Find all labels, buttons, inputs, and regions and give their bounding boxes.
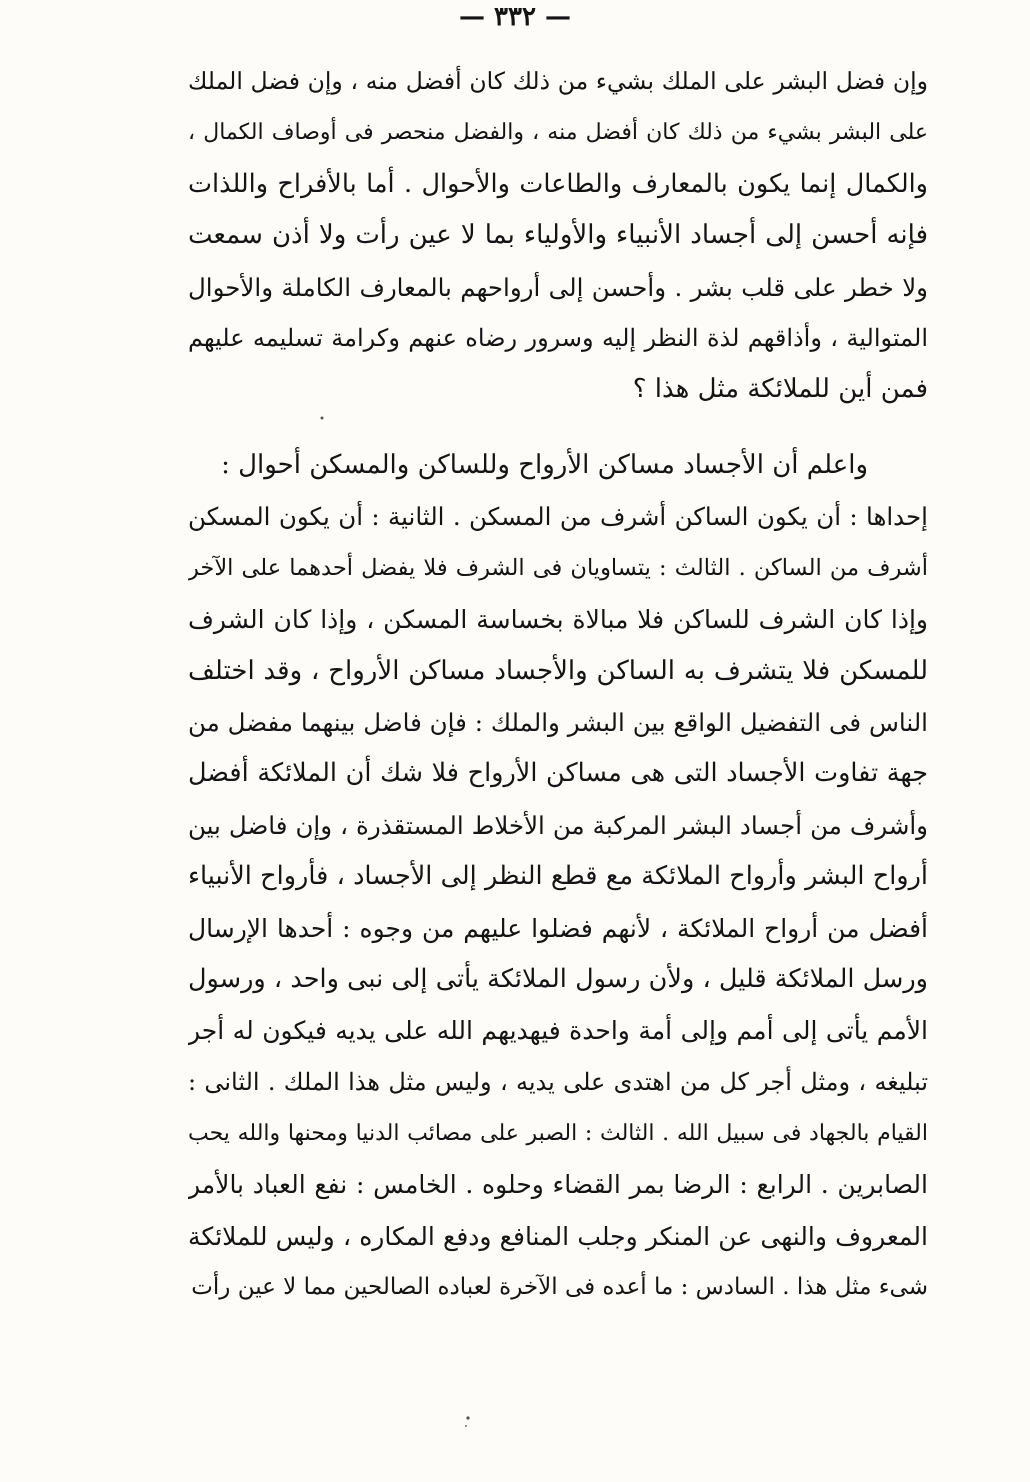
text-line: وإن فضل البشر على الملك بشيء من ذلك كان أفضل منه ، وإن فضل الملك [188,67,928,95]
text-line: أفضل من أرواح الملائكة ، لأنهم فضلوا عليهم من وجوه : أحدها الإرسال [188,913,928,943]
text-line: الأمم يأتى إلى أمم وإلى أمة واحدة فيهديهم الله على يديه فيكون له أجر [188,1016,928,1046]
text-line: جهة تفاوت الأجساد التى هى مساكن الأرواح فلا شك أن الملائكة أفضل [188,758,928,789]
text-line: ورسل الملائكة قليل ، ولأن رسول الملائكة يأتى إلى نبى واحد ، ورسول [188,963,928,994]
text-line: القيام بالجهاد فى سبيل الله . الثالث : الصبر على مصائب الدنيا ومحنها والله يحب [188,1121,928,1147]
text-line: تبليغه ، ومثل أجر كل من اهتدى على يديه ، وليس مثل هذا الملك . الثانى : [188,1067,928,1096]
text-line: المعروف والنهى عن المنكر وجلب المنافع ودفع المكاره ، وليس للملائكة [188,1221,928,1251]
text-line: أرواح البشر وأرواح الملائكة مع قطع النظر إلى الأجساد ، فأرواح الأنبياء [188,861,928,892]
text-line: للمسكن فلا يتشرف به الساكن والأجساد مساكن الأرواح ، وقد اختلف [188,655,928,686]
text-line: واعلم أن الأجساد مساكن الأرواح وللساكن والمسكن أحوال : [221,450,868,480]
paragraph-2 [188,440,928,1314]
paragraph-1 [188,56,928,416]
text-line: فإنه أحسن إلى أجساد الأنبياء والأولياء بما لا عين رأت ولا أذن سمعت [188,220,928,251]
text-line: المتوالية ، وأذاقهم لذة النظر إليه وسرور رضاه عنهم وكرامة تسليمه عليهم [188,323,928,352]
scan-speck [321,417,324,420]
scan-speck [466,1416,469,1419]
text-line: إحداها : أن يكون الساكن أشرف من المسكن . الثانية : أن يكون المسكن [188,502,928,532]
text-line: وأشرف من أجساد البشر المركبة من الأخلاط المستقذرة ، وإن فاضل بين [188,810,928,840]
text-line: أشرف من الساكن . الثالث : يتساويان فى الشرف فلا يفضل أحدهما على الآخر [188,554,928,581]
text-line: ولا خطر على قلب بشر . وأحسن إلى أرواحهم بالمعارف الكاملة والأحوال [188,272,928,302]
text-line: على البشر بشيء من ذلك كان أفضل منه ، والفضل منحصر فى أوصاف الكمال ، [188,120,928,146]
page-number: — ٣٣٢ — [458,2,572,32]
text-line: وإذا كان الشرف للساكن فلا مبالاة بخساسة المسكن ، وإذا كان الشرف [188,605,928,635]
text-line: والكمال إنما يكون بالمعارف والطاعات والأحوال . أما بالأفراح واللذات [188,168,928,199]
scan-speck [465,1425,467,1427]
text-line: الصابرين . الرابع : الرضا بمر القضاء وحلوه . الخامس : نفع العباد بالأمر [188,1170,928,1200]
text-line: الناس فى التفضيل الواقع بين البشر والملك : فإن فاضل بينهما مفضل من [188,707,928,737]
text-line: شىء مثل هذا . السادس : ما أعده فى الآخرة لعباده الصالحين مما لا عين رأت [191,1274,928,1301]
text-line: فمن أين للملائكة مثل هذا ؟ [632,374,928,405]
